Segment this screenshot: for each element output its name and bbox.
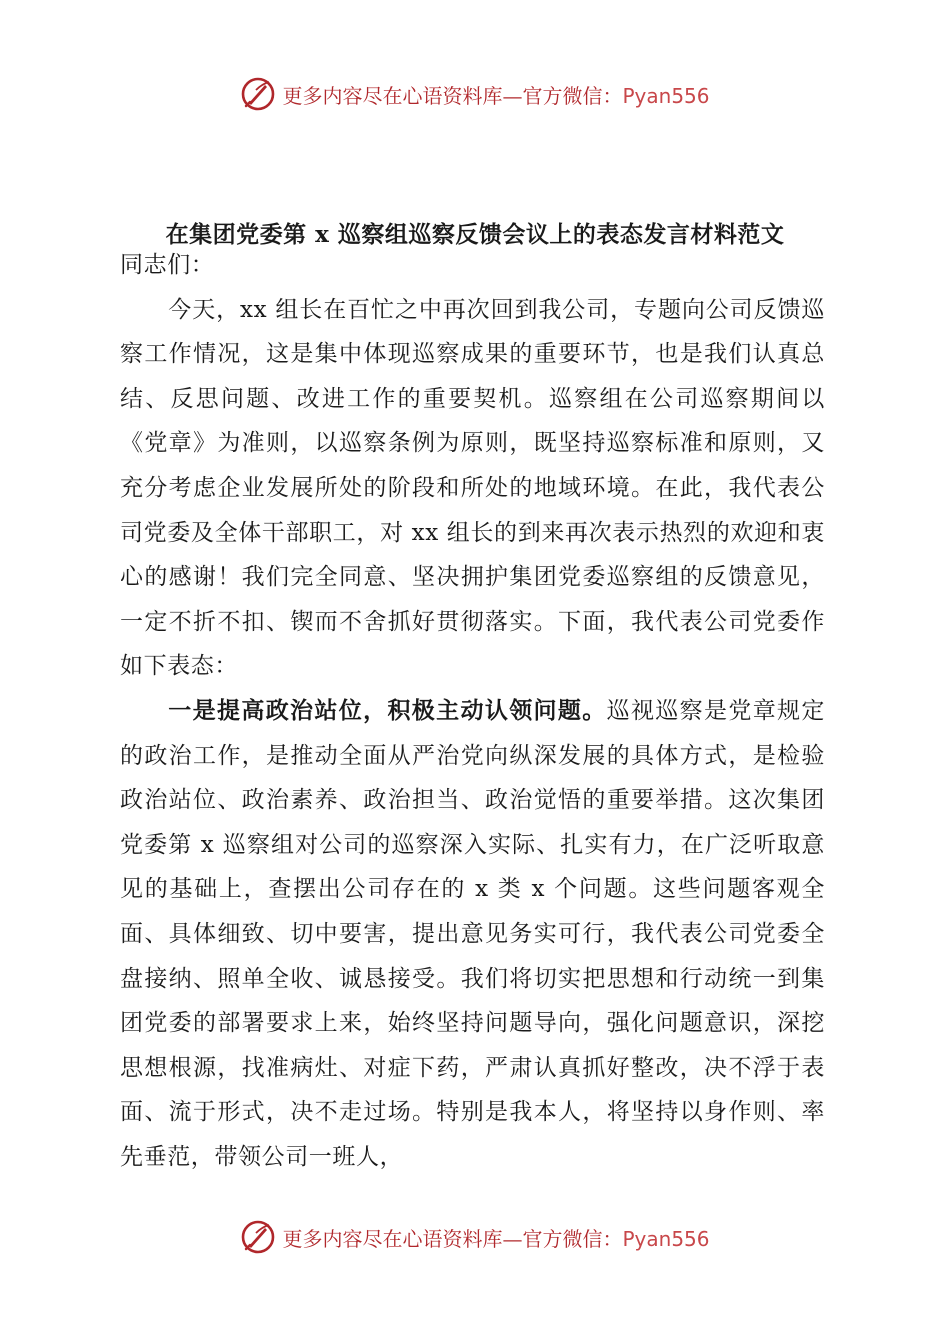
watermark-group <box>240 1219 709 1255</box>
paragraph-intro: 今天，xx 组长在百忙之中再次回到我公司，专题向公司反馈巡察工作情况，这是集中体现巡察成果的重要环节，也是我们认真总结、反思问题、改进工作的重要契机。巡察组在公司巡察期间以《党章》为准则，以巡察条例为原则，既坚持巡察标准和原则，又充分考虑企业发展所处的阶段和所处的地域环境。在此，我代表公司党委及全体干部职工，对 xx 组长的到来再次表示热烈的欢迎和衷心的感谢！我们完全同意、坚决拥护集团党委巡察组的反馈意见，一定不折不扣、锲而不舍抓好贯彻落实。下面，我代表公司党委作如下表态： <box>120 296 825 680</box>
watermark-text: 更多内容尽在心语资料库—官方微信：Pyan556 <box>282 1226 710 1251</box>
document-body <box>120 243 825 1179</box>
quill-logo-icon <box>240 1219 276 1255</box>
quill-logo-icon <box>240 76 276 112</box>
watermark-banner-bottom <box>0 1213 950 1261</box>
watermark-group <box>240 76 709 112</box>
paragraph-point-one-body: 巡视巡察是党章规定的政治工作，是推动全面从严治党向纵深发展的具体方式，是检验政治站位、政治素养、政治担当、政治觉悟的重要举措。这次集团党委第 x 巡察组对公司的巡察深入实际、扎实有力，在广泛听取意见的基础上，查摆出公司存在的 x 类 x 个问题。这些问题客观全面、具体细致、切中要害，提出意见务实可行，我代表公司党委全盘接纳、照单全收、诚恳接受。我们将切实把思想和行动统一到集团党委的部署要求上来，始终坚持问题导向，强化问题意识，深挖思想根源，找准病灶、对症下药，严肃认真抓好整改，决不浮于表面、流于形式，决不走过场。特别是我本人，将坚持以身作则、率先垂范，带领公司一班人， <box>120 697 825 1170</box>
paragraph-point-one <box>120 689 825 1180</box>
watermark-wechat-id: Pyan556 <box>622 1226 710 1251</box>
watermark-wechat-id: Pyan556 <box>622 83 710 108</box>
salutation: 同志们： <box>120 252 215 278</box>
document-title: 在集团党委第 x 巡察组巡察反馈会议上的表态发言材料范文 <box>165 221 785 248</box>
paragraph-point-one-heading: 一是提高政治站位，积极主动认领问题。 <box>168 696 607 724</box>
watermark-text: 更多内容尽在心语资料库—官方微信：Pyan556 <box>282 83 710 108</box>
watermark-banner-top <box>0 70 950 118</box>
